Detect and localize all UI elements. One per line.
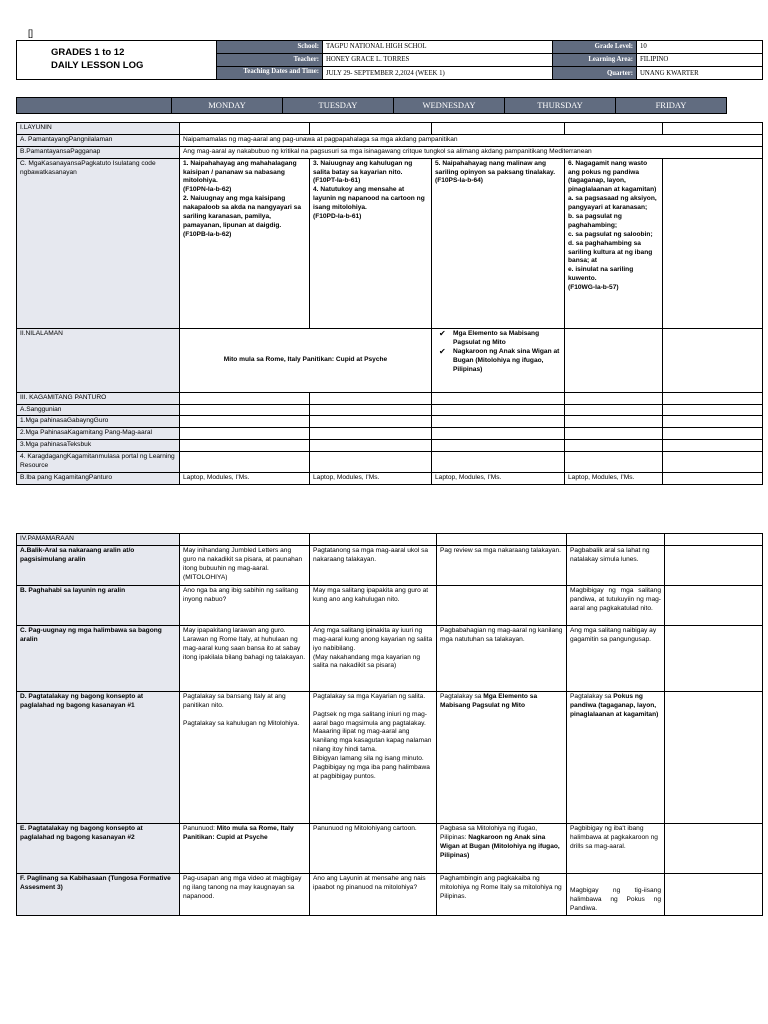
paglinang-thursday: Magbigay ng tig-iisang halimbawa ng Pokus ng Pandiwa. bbox=[567, 873, 665, 915]
dates-value: JULY 29- SEPTEMBER 2,2024 (WEEK 1) bbox=[323, 67, 553, 80]
paghahabi-tuesday: May mga salitang ipapakita ang guro at kung ano ang kahulugan nito. bbox=[310, 585, 437, 625]
title-line-1: GRADES 1 to 12 bbox=[51, 47, 125, 59]
document-title bbox=[17, 41, 217, 80]
header-table bbox=[16, 40, 763, 80]
layunin-heading: I.LAYUNIN bbox=[17, 123, 180, 135]
pag-uugnay-tuesday: Ang mga salitang ipinakita ay iuuri ng mag-aaral kung anong kayarian ng salita iyo nabibilang. (May nakahandang mga kayarian ng salita na nakadikit sa pisara) bbox=[310, 625, 437, 691]
pamantayang-pangnilalaman-label: A. PamantayangPangnilalaman bbox=[17, 134, 180, 146]
kasanayan-wednesday: 5. Naipahahayag nang malinaw ang sariling opinyon sa paksang tinalakay. (F10PS-Ia-b-64) bbox=[432, 158, 565, 328]
iba-pang-kagamitan-monday: Laptop, Modules, I’Ms. bbox=[180, 472, 310, 484]
sanggunian-label: A.Sanggunian bbox=[17, 404, 180, 416]
pamantayan-sa-pagganap-value: Ang mag-aaral ay nakabubuo ng kritikal na pagsusuri sa mga isinagawang critque tungkol sa alimang akdang pampanitikang Mediterranean bbox=[180, 146, 763, 158]
school-value: TAGPU NATIONAL HIGH SCHOL bbox=[323, 41, 553, 54]
nilalaman-monday-tuesday: Mito mula sa Rome, Italy Panitikan: Cupid at Psyche bbox=[180, 328, 432, 392]
quarter-value: UNANG KWARTER bbox=[637, 67, 763, 80]
nilalaman-label: II.NILALAMAN bbox=[17, 328, 180, 392]
teksbuk-label: 3.Mga pahinasaTeksbuk bbox=[17, 440, 180, 452]
list-item: ✔ Mga Elemento sa Mabisang Pagsulat ng Mito bbox=[439, 328, 540, 346]
iba-pang-kagamitan-tuesday: Laptop, Modules, I’Ms. bbox=[310, 472, 432, 484]
days-header bbox=[16, 97, 727, 114]
pagtatalakay-1-wednesday: Pagtalakay sa Mga Elemento sa Mabisang Pagsulat ng Mito bbox=[437, 691, 567, 823]
nilalaman-wednesday bbox=[432, 328, 565, 392]
quarter-label: Quarter: bbox=[553, 67, 637, 80]
school-label: School: bbox=[217, 41, 323, 54]
balik-aral-label: A.Balik-Aral sa nakaraang aralin at/o pagsisimulang aralin bbox=[17, 545, 180, 585]
title-line-2: DAILY LESSON LOG bbox=[51, 60, 144, 71]
day-wednesday: WEDNESDAY bbox=[394, 98, 505, 114]
paglinang-tuesday: Ano ang Layunin at mensahe ang nais ipaabot ng pinanuod na mitolohiya? bbox=[310, 873, 437, 915]
pag-uugnay-wednesday: Pagbabahagian ng mag-aaral ng kanilang mga natutuhan sa talakayan. bbox=[437, 625, 567, 691]
kagamitan-label: III. KAGAMITANG PANTURO bbox=[17, 392, 180, 404]
pagtatalakay-1-thursday: Pagtalakay sa Pokus ng pandiwa (tagaganap, layon, pinaglalaanan at kagamitan) bbox=[567, 691, 665, 823]
learning-resource-label: 4. KaragdagangKagamitanmulasa portal ng Learning Resource bbox=[17, 452, 180, 473]
balik-aral-monday: May inihandang Jumbled Letters ang guro na nakadikit sa pisara, at paunahan itong bubuuhin ng mag-aaral. (MITOLOHIYA) bbox=[180, 545, 310, 585]
corner-glyph: [] bbox=[28, 28, 34, 38]
pagtatalakay-2-tuesday: Panunuod ng Mitolohiyang cartoon. bbox=[310, 823, 437, 873]
balik-aral-tuesday: Pagtatanong sa mga mag-aaral ukol sa nakaraang talakayan. bbox=[310, 545, 437, 585]
pagtatalakay-2-monday: Panunuod: Mito mula sa Rome, Italy Panitikan: Cupid at Psyche bbox=[180, 823, 310, 873]
kagamitang-mag-aaral-label: 2.Mga PahinasaKagamitang Pang-Mag-aaral bbox=[17, 428, 180, 440]
paghahabi-label: B. Paghahabi sa layunin ng aralin bbox=[17, 585, 180, 625]
grade-label: Grade Level: bbox=[553, 41, 637, 54]
pagtatalakay-2-thursday: Pagbibigay ng iba't ibang halimbawa at pagkakaroon ng drills sa mag-aaral. bbox=[567, 823, 665, 873]
grade-value: 10 bbox=[637, 41, 763, 54]
nilalaman-list bbox=[435, 330, 561, 375]
balik-aral-wednesday: Pag review sa mga nakaraang talakayan. bbox=[437, 545, 567, 585]
iba-pang-kagamitan-thursday: Laptop, Modules, I’Ms. bbox=[565, 472, 663, 484]
kasanayan-tuesday: 3. Naiuugnay ang kahulugan ng salita batay sa kayarian nito. (F10PT-Ia-b-61) 4. Natutukoy ang mensahe at layunin ng napanood na cartoon ng isang mitolohiya. (F10PD-Ia-b-61) bbox=[310, 158, 432, 328]
pamantayang-pangnilalaman-value: Naipamamalas ng mag-aaral ang pag-unawa at pagpapahalaga sa mga akdang pampanitikan bbox=[180, 134, 763, 146]
paglinang-wednesday: Paghambingin ang pagkakaiba ng mitolohiya ng Rome Italy sa mitolohiya ng Pilipinas. bbox=[437, 873, 567, 915]
dates-label: Teaching Dates and Time: bbox=[217, 67, 323, 80]
kasanayan-label: C. MgaKasanayansaPagkatuto Isulatang code ngbawatkasanayan bbox=[17, 158, 180, 328]
iba-pang-kagamitan-label: B.Iba pang KagamitangPanturo bbox=[17, 472, 180, 484]
teacher-value: HONEY GRACE L. TORRES bbox=[323, 54, 553, 67]
pagtatalakay-2-wednesday: Pagbasa sa Mitolohiya ng ifugao, Pilipinas: Nagkaroon ng Anak sina Wigan at Bugan (Mitolohiya ng ifugao, Pilipinas) bbox=[437, 823, 567, 873]
kasanayan-monday: 1. Naipahahayag ang mahahalagang kaisipan / pananaw sa nabasang mitolohiya. (F10PN-Ia-b-62) 2. Naiuugnay ang mga kaisipang nakapaloob sa akda na nangyayari sa sariling karanasan, pamilya, pamayanan, lipunan at daigdig. (F10PB-Ia-b-62) bbox=[180, 158, 310, 328]
paghahabi-thursday: Magbibigay ng mga salitang pandiwa, at tutukuyiin ng mag-aaral ang pagkakatulad nito. bbox=[567, 585, 665, 625]
objectives-table bbox=[16, 122, 763, 485]
pag-uugnay-monday: May ipapakitang larawan ang guro. Larawan ng Rome Italy, at huhulaan ng mag-aaral kung saan bansa ito at sabay itong ipakilala bilang bahagi ng talakayan. bbox=[180, 625, 310, 691]
pagtatalakay-2-label: E. Pagtatalakay ng bagong konsepto at paglalahad ng bagong kasanayan #2 bbox=[17, 823, 180, 873]
pagtatalakay-1-monday: Pagtalakay sa bansang Italy at ang panitikan nito. Pagtalakay sa kahulugan ng Mitolohiya. bbox=[180, 691, 310, 823]
list-item: ✔ Nagkaroon ng Anak sina Wigan at Bugan (Mitolohiya ng ifugao, Pilipinas) bbox=[439, 347, 560, 374]
pag-uugnay-label: C. Pag-uugnay ng mga halimbawa sa bagong aralin bbox=[17, 625, 180, 691]
balik-aral-thursday: Pagbabalik aral sa lahat ng natalakay simula lunes. bbox=[567, 545, 665, 585]
pagtatalakay-1-tuesday: Pagtalakay sa mga Kayarian ng salita. Pagtsek ng mga salitang iniuri ng mag-aaral bago magsimula ang pagtalakay. Maaaring ilipat ng mag-aaral ang kanilang mga kasagutan kapag nalaman nilang itoy hindi tama. Bibigyan lamang sila ng isang minuto. Pagbibigay ng mga iba pang halimbawa at pagbibigay puntos. bbox=[310, 691, 437, 823]
gabay-guro-label: 1.Mga pahinasaGabayngGuro bbox=[17, 416, 180, 428]
days-corner bbox=[17, 98, 172, 114]
pamamaraan-heading: IV.PAMAMARAAN bbox=[17, 534, 180, 546]
kasanayan-thursday: 6. Nagagamit nang wasto ang pokus ng pandiwa (tagaganap, layon, pinaglalaanan at kagamitan) a. sa pagsasaad ng aksiyon, pangyayari at karanasan; b. sa pagsulat ng paghahambing; c. sa pagsulat ng saloobin; d. sa paghahambing sa sariling kultura at ng ibang bansa; at e. isinulat na sariling kuwento. (F10WG-Ia-b-57) bbox=[565, 158, 663, 328]
checkmark-icon: ✔ bbox=[439, 328, 446, 338]
day-thursday: THURSDAY bbox=[505, 98, 616, 114]
pag-uugnay-thursday: Ang mga salitang naibigay ay gagamitin sa pangungusap. bbox=[567, 625, 665, 691]
paglinang-label: F. Paglinang sa Kabihasaan (Tungosa Formative Assesment 3) bbox=[17, 873, 180, 915]
checkmark-icon: ✔ bbox=[439, 347, 446, 357]
area-label: Learning Area: bbox=[553, 54, 637, 67]
iba-pang-kagamitan-wednesday: Laptop, Modules, I’Ms. bbox=[432, 472, 565, 484]
day-monday: MONDAY bbox=[172, 98, 283, 114]
pagtatalakay-1-label: D. Pagtatalakay ng bagong konsepto at paglalahad ng bagong kasanayan #1 bbox=[17, 691, 180, 823]
day-friday: FRIDAY bbox=[616, 98, 727, 114]
paglinang-monday: Pag-usapan ang mga video at magbigay ng ilang tanong na may kaugnayan sa napanood. bbox=[180, 873, 310, 915]
day-tuesday: TUESDAY bbox=[283, 98, 394, 114]
area-value: FILIPINO bbox=[637, 54, 763, 67]
teacher-label: Teacher: bbox=[217, 54, 323, 67]
paghahabi-monday: Ano nga ba ang ibig sabihin ng salitang inyong nabuo? bbox=[180, 585, 310, 625]
procedure-table bbox=[16, 533, 763, 916]
pamantayan-sa-pagganap-label: B.PamantayansaPagganap bbox=[17, 146, 180, 158]
